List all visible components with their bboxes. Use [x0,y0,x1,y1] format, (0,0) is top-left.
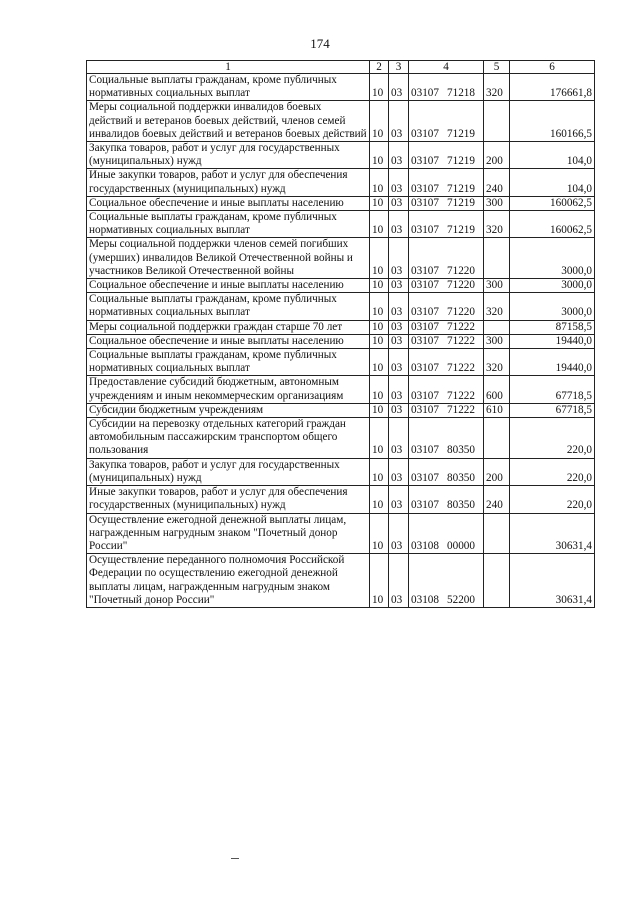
budget-table [86,60,595,608]
program-code: 03107 [411,389,439,402]
table-row [87,74,595,101]
direction-code: 71219 [447,196,475,209]
row-name-cell: Предоставление субсидий бюджетным, автономным учреждениям и иным некоммерческим организациям [87,376,370,403]
section-code-cell: 10 [370,513,389,554]
expense-type-cell: 600 [484,376,510,403]
expense-type-cell: 200 [484,142,510,169]
table-header-row [87,61,595,74]
section-code-cell: 10 [370,279,389,293]
table-row [87,238,595,279]
direction-code: 71222 [447,334,475,347]
section-code-cell: 10 [370,418,389,459]
footer-mark [231,858,239,859]
row-name-cell: Социальные выплаты гражданам, кроме публичных нормативных социальных выплат [87,74,370,101]
target-article-cell [409,238,484,279]
subsection-code-cell: 03 [389,320,409,334]
amount-cell: 220,0 [510,458,595,485]
target-article-cell [409,293,484,320]
program-code: 03107 [411,264,439,277]
section-code-cell: 10 [370,238,389,279]
expense-type-cell [484,238,510,279]
expense-type-cell: 300 [484,279,510,293]
target-article-cell [409,142,484,169]
subsection-code-cell: 03 [389,293,409,320]
section-code-cell: 10 [370,376,389,403]
program-code: 03107 [411,279,439,292]
target-article-cell [409,418,484,459]
target-article-cell [409,74,484,101]
row-name-cell: Осуществление ежегодной денежной выплаты лицам, награжденным нагрудным знаком "Почетный донор России" [87,513,370,554]
table-row [87,458,595,485]
program-code: 03107 [411,306,439,319]
page-number: 174 [310,36,330,51]
program-code: 03107 [411,224,439,237]
subsection-code-cell: 03 [389,376,409,403]
target-article-cell [409,349,484,376]
subsection-code-cell: 03 [389,554,409,608]
column-header-3: 3 [389,61,409,74]
amount-cell: 67718,5 [510,376,595,403]
amount-cell: 104,0 [510,169,595,196]
direction-code: 71219 [447,155,475,168]
amount-cell: 30631,4 [510,554,595,608]
row-name-cell: Осуществление переданного полномочия Российской Федерации по осуществлению ежегодной денежной выплаты лицам, награжденным нагрудным знаком "Почетный донор России" [87,554,370,608]
expense-type-cell [484,418,510,459]
expense-type-cell: 300 [484,196,510,210]
table-row [87,142,595,169]
section-code-cell: 10 [370,169,389,196]
row-name-cell: Социальные выплаты гражданам, кроме публичных нормативных социальных выплат [87,349,370,376]
section-code-cell: 10 [370,211,389,238]
subsection-code-cell: 03 [389,74,409,101]
expense-type-cell [484,101,510,142]
subsection-code-cell: 03 [389,458,409,485]
target-article-cell [409,554,484,608]
row-name-cell: Социальные выплаты гражданам, кроме публичных нормативных социальных выплат [87,293,370,320]
row-name-cell: Субсидии на перевозку отдельных категорий граждан автомобильным пассажирским транспортом общего пользования [87,418,370,459]
expense-type-cell: 320 [484,211,510,238]
direction-code: 71219 [447,224,475,237]
row-name-cell: Закупка товаров, работ и услуг для государственных (муниципальных) нужд [87,458,370,485]
target-article-cell [409,196,484,210]
direction-code: 71222 [447,362,475,375]
row-name-cell: Закупка товаров, работ и услуг для государственных (муниципальных) нужд [87,142,370,169]
target-article-cell [409,334,484,348]
column-header-6: 6 [510,61,595,74]
amount-cell: 104,0 [510,142,595,169]
direction-code: 80350 [447,444,475,457]
program-code: 03107 [411,499,439,512]
row-name-cell: Социальное обеспечение и иные выплаты населению [87,279,370,293]
direction-code: 52200 [447,593,475,606]
program-code: 03107 [411,403,439,416]
direction-code: 71220 [447,306,475,319]
direction-code: 71222 [447,389,475,402]
row-name-cell: Субсидии бюджетным учреждениям [87,403,370,417]
column-header-2: 2 [370,61,389,74]
table-row [87,376,595,403]
program-code: 03108 [411,539,439,552]
section-code-cell: 10 [370,74,389,101]
table-row [87,211,595,238]
program-code: 03107 [411,444,439,457]
target-article-cell [409,101,484,142]
section-code-cell: 10 [370,403,389,417]
amount-cell: 3000,0 [510,293,595,320]
expense-type-cell: 320 [484,349,510,376]
subsection-code-cell: 03 [389,334,409,348]
expense-type-cell [484,554,510,608]
amount-cell: 160062,5 [510,211,595,238]
direction-code: 00000 [447,539,475,552]
direction-code: 71222 [447,320,475,333]
target-article-cell [409,403,484,417]
subsection-code-cell: 03 [389,211,409,238]
expense-type-cell: 320 [484,293,510,320]
amount-cell: 3000,0 [510,279,595,293]
subsection-code-cell: 03 [389,279,409,293]
expense-type-cell [484,513,510,554]
section-code-cell: 10 [370,554,389,608]
program-code: 03107 [411,471,439,484]
subsection-code-cell: 03 [389,418,409,459]
expense-type-cell: 610 [484,403,510,417]
subsection-code-cell: 03 [389,142,409,169]
subsection-code-cell: 03 [389,513,409,554]
table-row [87,418,595,459]
target-article-cell [409,320,484,334]
table-row [87,101,595,142]
amount-cell: 3000,0 [510,238,595,279]
section-code-cell: 10 [370,486,389,513]
subsection-code-cell: 03 [389,403,409,417]
table-row [87,320,595,334]
expense-type-cell: 240 [484,486,510,513]
target-article-cell [409,486,484,513]
section-code-cell: 10 [370,293,389,320]
subsection-code-cell: 03 [389,101,409,142]
program-code: 03107 [411,155,439,168]
target-article-cell [409,169,484,196]
program-code: 03107 [411,127,439,140]
expense-type-cell: 200 [484,458,510,485]
section-code-cell: 10 [370,320,389,334]
direction-code: 71222 [447,403,475,416]
row-name-cell: Социальное обеспечение и иные выплаты населению [87,334,370,348]
subsection-code-cell: 03 [389,169,409,196]
table-row [87,403,595,417]
target-article-cell [409,211,484,238]
table-body [87,74,595,608]
amount-cell: 176661,8 [510,74,595,101]
target-article-cell [409,513,484,554]
subsection-code-cell: 03 [389,238,409,279]
amount-cell: 19440,0 [510,349,595,376]
target-article-cell [409,458,484,485]
row-name-cell: Социальные выплаты гражданам, кроме публичных нормативных социальных выплат [87,211,370,238]
target-article-cell [409,279,484,293]
subsection-code-cell: 03 [389,196,409,210]
column-header-4: 4 [409,61,484,74]
expense-type-cell: 300 [484,334,510,348]
direction-code: 71219 [447,127,475,140]
direction-code: 80350 [447,499,475,512]
section-code-cell: 10 [370,101,389,142]
amount-cell: 160062,5 [510,196,595,210]
target-article-cell [409,376,484,403]
program-code: 03107 [411,182,439,195]
table-row [87,293,595,320]
table-row [87,334,595,348]
table-row [87,196,595,210]
section-code-cell: 10 [370,196,389,210]
amount-cell: 19440,0 [510,334,595,348]
table-row [87,486,595,513]
program-code: 03107 [411,87,439,100]
amount-cell: 220,0 [510,486,595,513]
direction-code: 71220 [447,264,475,277]
direction-code: 71220 [447,279,475,292]
direction-code: 71219 [447,182,475,195]
expense-type-cell [484,320,510,334]
program-code: 03108 [411,593,439,606]
table-row [87,349,595,376]
row-name-cell: Иные закупки товаров, работ и услуг для обеспечения государственных (муниципальных) нужд [87,169,370,196]
program-code: 03107 [411,196,439,209]
expense-type-cell: 320 [484,74,510,101]
section-code-cell: 10 [370,349,389,376]
section-code-cell: 10 [370,334,389,348]
row-name-cell: Иные закупки товаров, работ и услуг для обеспечения государственных (муниципальных) нужд [87,486,370,513]
table-row [87,279,595,293]
row-name-cell: Меры социальной поддержки граждан старше 70 лет [87,320,370,334]
amount-cell: 220,0 [510,418,595,459]
amount-cell: 30631,4 [510,513,595,554]
amount-cell: 160166,5 [510,101,595,142]
amount-cell: 67718,5 [510,403,595,417]
column-header-1: 1 [87,61,370,74]
expense-type-cell: 240 [484,169,510,196]
column-header-5: 5 [484,61,510,74]
table-row [87,554,595,608]
direction-code: 71218 [447,87,475,100]
row-name-cell: Социальное обеспечение и иные выплаты населению [87,196,370,210]
section-code-cell: 10 [370,458,389,485]
program-code: 03107 [411,334,439,347]
program-code: 03107 [411,362,439,375]
direction-code: 80350 [447,471,475,484]
table-row [87,169,595,196]
program-code: 03107 [411,320,439,333]
subsection-code-cell: 03 [389,349,409,376]
row-name-cell: Меры социальной поддержки инвалидов боевых действий и ветеранов боевых действий, членов семей инвалидов боевых действий и ветеранов боевых действий [87,101,370,142]
table-row [87,513,595,554]
section-code-cell: 10 [370,142,389,169]
row-name-cell: Меры социальной поддержки членов семей погибших (умерших) инвалидов Великой Отечественной войны и участников Великой Отечественной войны [87,238,370,279]
amount-cell: 87158,5 [510,320,595,334]
subsection-code-cell: 03 [389,486,409,513]
